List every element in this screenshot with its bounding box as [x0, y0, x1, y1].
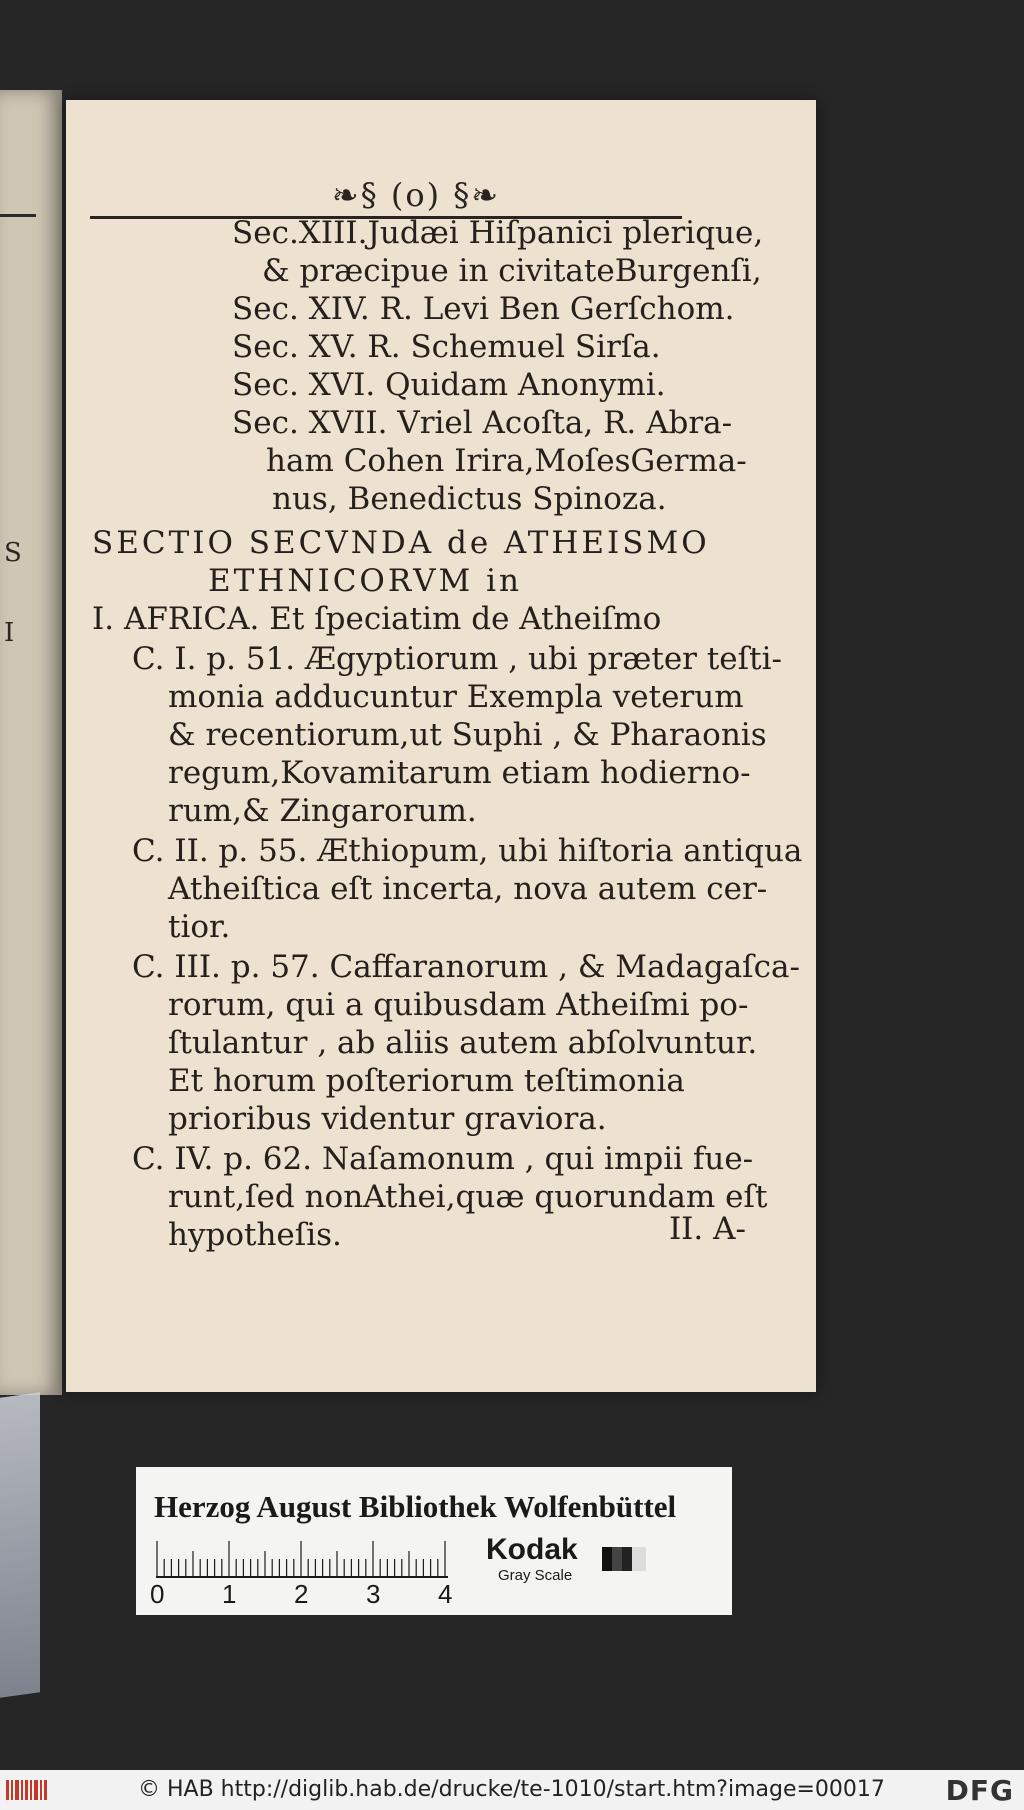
text-line: & recentiorum,ut Suphi , & Pharaonis — [168, 717, 767, 753]
text-line: regum,Kovamitarum etiam hodierno- — [168, 755, 751, 791]
book-page — [66, 100, 816, 1392]
scale-numbers — [150, 1579, 453, 1609]
color-scale-card — [136, 1467, 732, 1615]
header-ornament-right: §❧ — [441, 176, 501, 214]
kodak-subtitle: Gray Scale — [498, 1567, 573, 1584]
text-line: Sec. XVII. Vriel Acoſta, R. Abra- — [232, 405, 733, 441]
text-line: ſtulantur , ab aliis autem abſolvuntur. — [168, 1025, 758, 1061]
text-line: Sec. XIV. R. Levi Ben Gerſchom. — [232, 291, 735, 327]
text-line: C. I. p. 51. Ægyptiorum , ubi præter teſti- — [132, 641, 782, 677]
text-line: monia adducuntur Exempla veterum — [168, 679, 744, 715]
kodak-brand: Kodak — [486, 1533, 578, 1566]
text-line: tior. — [168, 909, 231, 945]
barcode-logo-icon — [6, 1778, 48, 1802]
adjacent-page-fragment: I — [4, 618, 15, 648]
text-line: C. II. p. 55. Æthiopum, ubi hiſtoria antiqua — [132, 833, 803, 869]
text-line: ETHNICORVM in — [208, 563, 522, 599]
dfg-logo: DFG — [945, 1774, 1014, 1807]
text-line: Sec. XV. R. Schemuel Sirſa. — [232, 329, 661, 365]
text-line: C. III. p. 57. Caffaranorum , & Madagaſca- — [132, 949, 800, 985]
scale-number: 2 — [294, 1579, 309, 1609]
page-header-text: (o) — [390, 176, 442, 214]
text-line: prioribus videntur graviora. — [168, 1101, 607, 1137]
text-line: rorum, qui a quibusdam Atheiſmi po- — [168, 987, 749, 1023]
text-line: SECTIO SECVNDA de ATHEISMO — [92, 525, 710, 561]
text-line: rum,& Zingarorum. — [168, 793, 477, 829]
text-line: Sec. XVI. Quidam Anonymi. — [232, 367, 666, 403]
text-line: Sec.XIII.Judæi Hiſpanici plerique, — [232, 215, 764, 251]
adjacent-page-fragment: S — [4, 538, 22, 568]
catchword: II. A- — [668, 1211, 746, 1247]
text-line: runt,ſed nonAthei,quæ quorundam eſt — [168, 1179, 768, 1215]
text-line: & præcipue in civitateBurgenſi, — [262, 253, 762, 289]
color-target-strip — [0, 1392, 40, 1698]
scale-number: 0 — [150, 1579, 165, 1609]
scale-number: 1 — [222, 1579, 237, 1609]
footer-bar — [0, 1770, 1024, 1810]
page-text — [66, 100, 816, 1392]
gray-scale-chip — [602, 1547, 646, 1571]
text-line: I. AFRICA. Et ſpeciatim de Atheiſmo — [92, 601, 662, 637]
scale-number: 4 — [438, 1579, 453, 1609]
adjacent-page-edge — [0, 90, 62, 1395]
text-line: hypotheſis. — [168, 1217, 342, 1253]
library-name: Herzog August Bibliothek Wolfenbüttel — [154, 1489, 677, 1524]
text-line: ham Cohen Irira,MoſesGerma- — [266, 443, 747, 479]
adjacent-page-rule — [0, 214, 36, 217]
scale-ruler — [156, 1539, 448, 1579]
footer-link[interactable]: © HAB http://diglib.hab.de/drucke/te-1010/start.htm?image=00017 — [138, 1777, 885, 1802]
scale-number: 3 — [366, 1579, 381, 1609]
text-line: nus, Benedictus Spinoza. — [272, 481, 667, 517]
header-ornament-left: ❧§ — [331, 176, 391, 214]
text-line: C. IV. p. 62. Naſamonum , qui impii fue- — [132, 1141, 754, 1177]
text-line: Atheiſtica eſt incerta, nova autem cer- — [168, 871, 768, 907]
text-line: Et horum poſteriorum teſtimonia — [168, 1063, 685, 1099]
